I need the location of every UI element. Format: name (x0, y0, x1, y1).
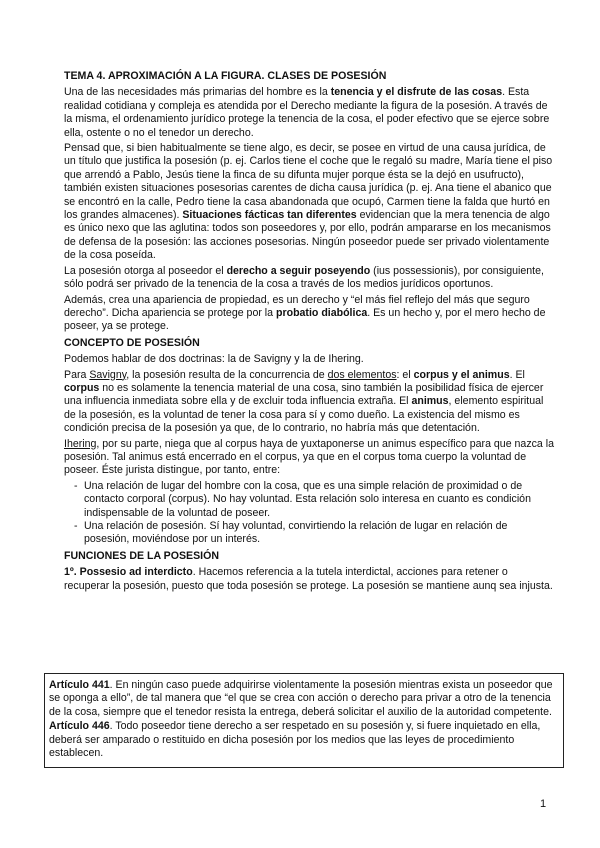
funciones-paragraph-1 (64, 566, 554, 593)
text-run: Una de las necesidades más primarias del hombre es la (64, 86, 331, 99)
ihering-list (64, 480, 554, 547)
text-run: : el (396, 368, 414, 381)
document-body (64, 70, 554, 595)
text-run: Además, crea una apariencia de propiedad, es un derecho y “el más fiel reflejo del más que seguro derecho”. Dicha apariencia se protege por la (64, 293, 530, 319)
text-run: (ius possessionis), por consiguiente, sólo podrá ser privado de la tenencia de la cosa a través de los medios jurídicos oportunos. (64, 264, 544, 291)
article-441 (49, 679, 557, 719)
list-item: - Una relación de posesión. Sí hay voluntad, convirtiendo la relación de lugar en relación de posesión, moviéndose por un interés. (78, 520, 554, 547)
bold-text: Situaciones fácticas tan diferentes (182, 209, 357, 222)
underlined-text: Ihering (64, 437, 97, 450)
bold-text: corpus (64, 381, 100, 394)
bold-text: Artículo 441 (49, 679, 110, 691)
list-item: - Una relación de lugar del hombre con la cosa, que es una simple relación de proximidad o de contacto corporal (corpus). No hay voluntad. Esta relación solo interesa en cuanto es condición indispensable de la voluntad de poseer. (78, 480, 554, 520)
section-heading-concepto: CONCEPTO DE POSESIÓN (64, 336, 200, 349)
text-run: La posesión otorga al poseedor el (64, 264, 227, 277)
bold-text: tenencia y el disfrute de las cosas (330, 86, 503, 99)
text-run: , la posesión resulta de la concurrencia de (126, 368, 328, 381)
bold-text: corpus y el animus (413, 368, 510, 381)
section-heading-funciones: FUNCIONES DE LA POSESIÓN (64, 549, 220, 562)
articles-box (44, 673, 564, 768)
bold-text: probatio diabólica (276, 306, 368, 319)
concepto-paragraph-2 (64, 369, 554, 436)
text-run: Para (64, 368, 90, 381)
intro-paragraph-2 (64, 142, 554, 263)
page-number: 1 (540, 798, 547, 810)
intro-paragraph-3 (64, 265, 554, 292)
text-run: , elemento espiritual de la posesión, es la voluntad de tener la cosa para sí y como dueño. La existencia del mismo es condición precisa de la posesión ya que, de lo contrario, no habría más que detentación. (64, 395, 544, 435)
concepto-paragraph-1 (64, 353, 554, 366)
bold-text: 1º. Possesio ad interdicto (64, 566, 193, 579)
bold-text: derecho a seguir poseyendo (226, 264, 371, 277)
underlined-text: dos elementos (327, 368, 397, 381)
text-run: no es solamente la tenencia material de una cosa, sino también la posibilidad física de ejercer una influencia inmediata sobre ella y de excluir toda influencia extraña. El (64, 381, 544, 408)
text-run: evidencian que la mera tenencia de algo es único nexo que las aglutina: todos son poseedores y, por ello, podrán ampararse en los mecanismos de defensa de la posesión: las acciones posesorias. Ningún poseedor puede ser privado violentamente de la cosa poseída. (64, 209, 551, 262)
text-run: . Hacemos referencia a la tutela interdictal, acciones para retener o recuperar la posesión, puesto que toda posesión se protege. La posesión se mantiene aunq sea injusta. (64, 566, 553, 592)
text-run: . En ningún caso puede adquirirse violentamente la posesión mientras exista un poseedor que se oponga a ello”, de tal manera que “el que se crea con acción o derecho para privar a otro de la tenencia de la cosa, siempre que el tenedor resista la entrega, deberá solicitar el auxilio de la autoridad competente. (49, 679, 553, 718)
text-run: . Es un hecho y, por el mero hecho de poseer, ya se protege. (64, 306, 546, 333)
text-run: , por su parte, niega que al corpus haya de yuxtaponerse un animus específico para que nazca la posesión. Tal animus está encerrado en el corpus, ya que en el corpus toma cuerpo la voluntad de poseer. Éste jurista distingue, por tanto, entre: (64, 437, 554, 477)
concepto-paragraph-3 (64, 438, 554, 478)
text-run: . Esta realidad cotidiana y compleja es atendida por el Derecho mediante la figura de la posesión. A través de la misma, el ordenamiento jurídico protege la tenencia de la cosa, el poder efectivo que se ejerce sobre ella, ostente o no el tenedor un derecho. (64, 86, 550, 139)
text-run: Pensad que, si bien habitualmente se tiene algo, es decir, se posee en virtud de una causa jurídica, de un título que justifica la posesión (p. ej. Carlos tiene el coche que le regaló su madre, María tiene el piso que arrendó a Pablo, Jesús tiene la finca de su difunta mujer porque ésta se la dejó en usufructo), también existen situaciones posesorias carentes de dicha causa jurídica (p. ej. Ana tiene el abanico que se encontró en la calle, Pedro tiene la casa abandonada que ocupó, Carmen tiene la falda que hurtó en los grandes almacenes). (64, 142, 553, 222)
article-446 (49, 720, 557, 760)
page-title: TEMA 4. APROXIMACIÓN A LA FIGURA. CLASES DE POSESIÓN (64, 70, 387, 82)
intro-paragraph-1 (64, 86, 554, 140)
intro-paragraph-4 (64, 294, 554, 334)
text-run: . Todo poseedor tiene derecho a ser respetado en su posesión y, si fuere inquietado en ella, deberá ser amparado o restituido en dicha posesión por los medios que las leyes de procedimiento establecen. (49, 720, 541, 760)
bold-text: Artículo 446 (49, 720, 110, 733)
underlined-text: Savigny (89, 368, 127, 381)
bold-text: animus (411, 395, 449, 408)
text-run: Podemos hablar de dos doctrinas: la de Savigny y la de Ihering. (64, 353, 364, 366)
text-run: . El (509, 368, 525, 381)
